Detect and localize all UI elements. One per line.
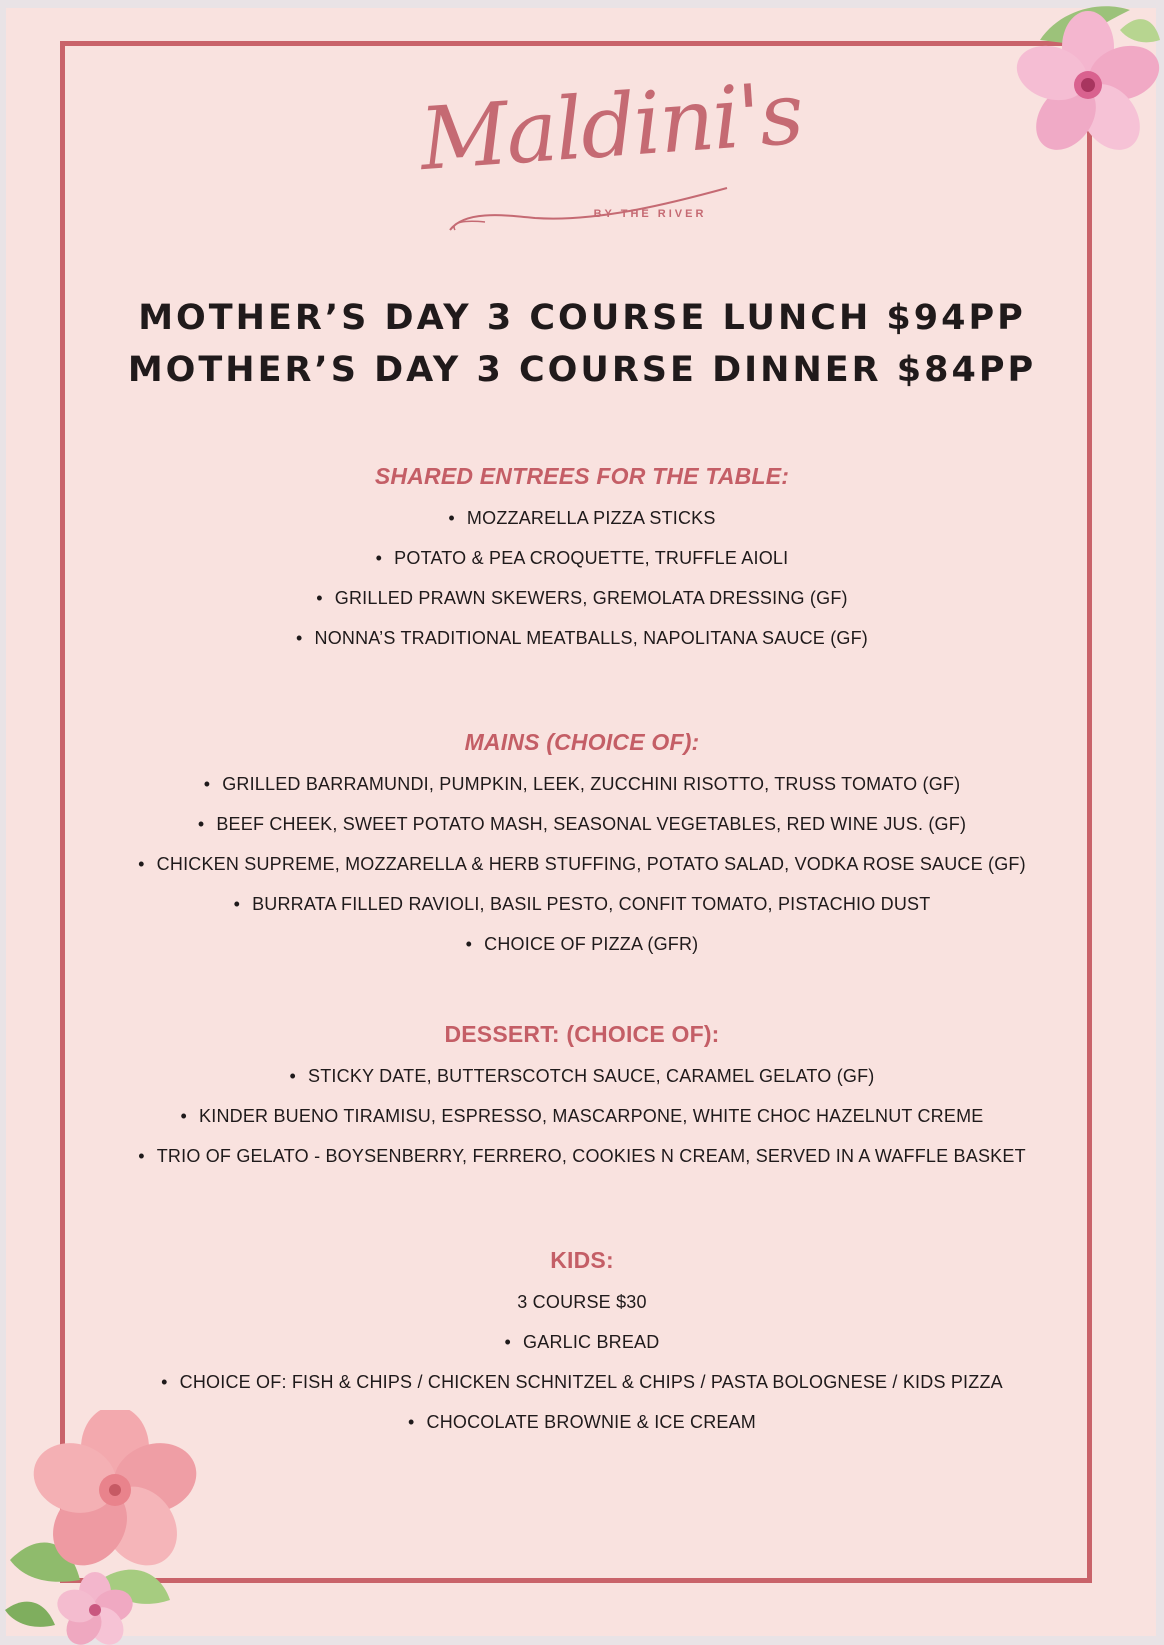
- list-item: [0, 1322, 1164, 1362]
- list-item: [0, 1096, 1164, 1136]
- bullet: •: [465, 934, 473, 954]
- bullet: •: [504, 1332, 512, 1352]
- menu-item-text: GARLIC BREAD: [523, 1332, 660, 1352]
- menu-item-text: GRILLED PRAWN SKEWERS, GREMOLATA DRESSING (GF): [334, 588, 848, 608]
- bullet: •: [407, 1412, 415, 1432]
- list-item: [0, 1136, 1164, 1176]
- menu-item-text: BURRATA FILLED RAVIOLI, BASIL PESTO, CONFIT TOMATO, PISTACHIO DUST: [252, 894, 931, 914]
- list-item: [0, 538, 1164, 578]
- section-title-entrees: SHARED ENTREES FOR THE TABLE:: [374, 463, 790, 489]
- bullet: •: [197, 814, 205, 834]
- list-item: [0, 804, 1164, 844]
- menu-item-text: TRIO OF GELATO - BOYSENBERRY, FERRERO, COOKIES N CREAM, SERVED IN A WAFFLE BASKET: [156, 1146, 1026, 1166]
- bullet: •: [138, 1146, 145, 1166]
- bullet: •: [233, 894, 241, 914]
- bullet: •: [203, 774, 211, 794]
- headline-lunch: MOTHER’S DAY 3 COURSE LUNCH $94PP: [138, 298, 1026, 338]
- bullet: •: [289, 1066, 297, 1086]
- bullet: •: [138, 854, 145, 874]
- list-item: [0, 1362, 1164, 1402]
- bullet: •: [375, 548, 383, 568]
- section-title-mains: MAINS (CHOICE OF):: [464, 729, 700, 755]
- bullet: •: [316, 588, 323, 608]
- bullet: •: [180, 1106, 188, 1126]
- list-item: [0, 924, 1164, 964]
- menu-item-text: MOZZARELLA PIZZA STICKS: [466, 508, 716, 528]
- menu-item-text: KINDER BUENO TIRAMISU, ESPRESSO, MASCARPONE, WHITE CHOC HAZELNUT CREME: [199, 1106, 984, 1126]
- menu-item-text: BEEF CHEEK, SWEET POTATO MASH, SEASONAL VEGETABLES, RED WINE JUS. (GF): [216, 814, 967, 834]
- pink-flower-icon-top-right: [1000, 0, 1164, 160]
- headline-dinner: MOTHER’S DAY 3 COURSE DINNER $84PP: [127, 350, 1037, 390]
- menu-item-text: CHOCOLATE BROWNIE & ICE CREAM: [426, 1412, 757, 1432]
- list-item: [0, 618, 1164, 658]
- menu-item-text: CHOICE OF: FISH & CHIPS / CHICKEN SCHNITZEL & CHIPS / PASTA BOLOGNESE / KIDS PIZZA: [179, 1372, 1003, 1392]
- list-item: [0, 578, 1164, 618]
- pink-flower-icon-bottom-left: [0, 1410, 200, 1645]
- menu-item-text: POTATO & PEA CROQUETTE, TRUFFLE AIOLI: [394, 548, 789, 568]
- bullet: •: [295, 628, 303, 648]
- list-item: [0, 1056, 1164, 1096]
- menu-item-text: GRILLED BARRAMUNDI, PUMPKIN, LEEK, ZUCCHINI RISOTTO, TRUSS TOMATO (GF): [222, 774, 961, 794]
- menu-item-text: CHICKEN SUPREME, MOZZARELLA & HERB STUFFING, POTATO SALAD, VODKA ROSE SAUCE (GF): [156, 854, 1026, 874]
- section-title-kids: KIDS:: [550, 1247, 614, 1273]
- kids-price: 3 COURSE $30: [517, 1292, 647, 1312]
- section-entrees: [0, 454, 1164, 658]
- section-mains: [0, 720, 1164, 964]
- section-dessert: [0, 1012, 1164, 1176]
- section-title-dessert: DESSERT: (CHOICE OF):: [444, 1021, 720, 1047]
- menu-item-text: STICKY DATE, BUTTERSCOTCH SAUCE, CARAMEL GELATO (GF): [308, 1066, 875, 1086]
- menu-item-text: NONNA’S TRADITIONAL MEATBALLS, NAPOLITANA SAUCE (GF): [314, 628, 869, 648]
- list-item: [0, 1402, 1164, 1442]
- logo-wordmark: Maldini's: [416, 63, 806, 191]
- bullet: •: [161, 1372, 168, 1392]
- logo-tagline: BY THE RIVER: [593, 208, 707, 220]
- list-item: [0, 498, 1164, 538]
- bullet: •: [448, 508, 455, 528]
- menu-item-text: CHOICE OF PIZZA (GFR): [484, 934, 699, 954]
- list-item: [0, 844, 1164, 884]
- section-kids: [0, 1238, 1164, 1442]
- list-item: [0, 764, 1164, 804]
- list-item: [0, 884, 1164, 924]
